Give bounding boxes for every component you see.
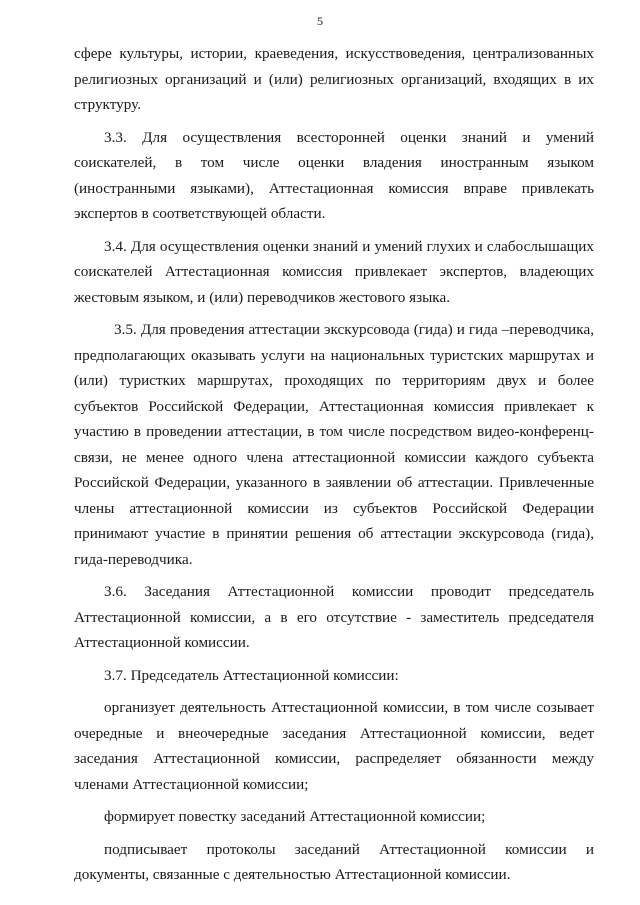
duty-signs: подписывает протоколы заседаний Аттестационной комиссии и документы, связанные с деятельностью Аттестационной комиссии. (74, 840, 594, 883)
paragraph-3-5: 3.5. Для проведения аттестации экскурсовода (гида) и гида –переводчика, предполагающих оказывать услуги на национальных туристских маршрутах и (или) туристких маршрутах, проходящих по территориям двух и более субъектов Российской Федерации, Аттестационная комиссия привлекает к участию в проведении аттестации, в том числе посредством видео-конференц-связи, не менее одного члена аттестационной комиссии каждого субъекта Российской Федерации, указанного в заявлении об аттестации. Привлеченные члены аттестационной комиссии из субъектов Российской Федерации принимают участие в принятии решения об аттестации экскурсовода (гида), гида-переводчика. (74, 321, 594, 568)
paragraph-3-4: 3.4. Для осуществления оценки знаний и умений глухих и слабослышащих соискателей Аттестационная комиссия привлекает экспертов, владеющих жестовым языком, и (или) переводчиков жестового языка. (74, 237, 594, 306)
document-body (74, 41, 594, 895)
duty-organizes: организует деятельность Аттестационной комиссии, в том числе созывает очередные и внеочередные заседания Аттестационной комиссии, ведет заседания Аттестационной комиссии, распределяет обязанности между членами Аттестационной комиссии; (74, 699, 594, 793)
paragraph-3-6: 3.6. Заседания Аттестационной комиссии проводит председатель Аттестационной комиссии, а в его отсутствие - заместитель председателя Аттестационной комиссии. (74, 583, 594, 651)
duty-agenda: формирует повестку заседаний Аттестационной комиссии; (104, 808, 486, 825)
paragraph-3-7: 3.7. Председатель Аттестационной комиссии: (104, 666, 399, 684)
paragraph-3-3: 3.3. Для осуществления всесторонней оценки знаний и умений соискателей, в том числе оценки владения иностранным языком (иностранными языками), Аттестационная комиссия вправе привлекать экспертов в соответствующей области. (74, 128, 594, 222)
paragraph-continuation: сфере культуры, истории, краеведения, искусствоведения, централизованных религиозных организаций и (или) религиозных организаций, входящих в их структуру. (74, 45, 594, 113)
page-number: 5 (317, 14, 323, 28)
